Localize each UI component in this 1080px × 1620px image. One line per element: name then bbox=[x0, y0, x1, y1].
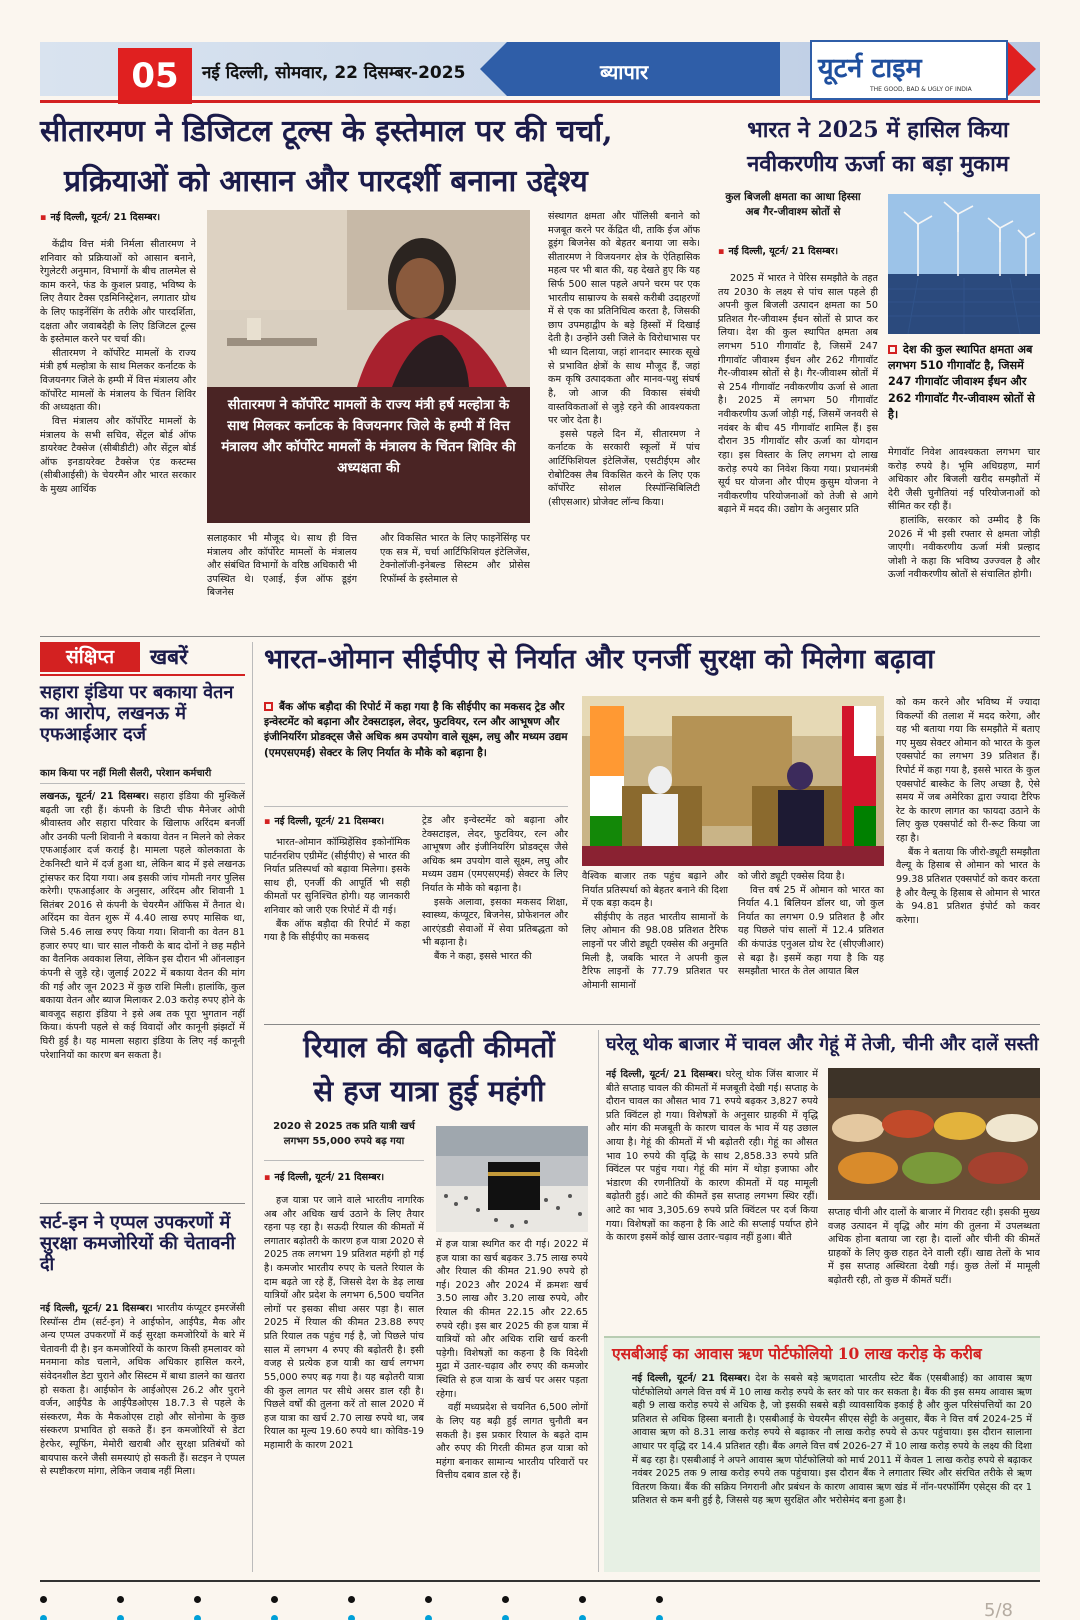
lead-column-1 bbox=[40, 238, 196, 630]
briefs-divider bbox=[252, 642, 253, 1572]
color-dot bbox=[117, 1596, 124, 1603]
lead-col4-para-1: संस्थागत क्षमता और पॉलिसी बनाने को मजबूत करने पर केंद्रित थी, ताकि ईज ऑफ डूइंग बिजनेस को बेहतर बनाया जा सके। सीतारमण ने विजयनगर क्षेत्र के ऐतिहासिक महत्व पर भी बात की, यह देखते हुए कि यह सिर्फ 500 साल पहले अपने चरम पर एक भारतीय साम्राज्य के सबसे करीबी उदाहरणों में से एक का प्रतिनिधित्व करता है, जिसकी छाप उपमहाद्वीप के बड़े हिस्सों में दिखाई देती है। उन्होंने उसी जिले के विरोधाभास पर भी ध्यान दिलाया, जहां शानदार स्मारक सूखे से प्रभावित क्षेत्रों के साथ मौजूद हैं, जहां कम कृषि उत्पादकता और मानव-पशु संघर्ष है, जो आज की विकास संबंधी वास्तविकताओं से जुड़े रहने की आवश्यकता पर जोर देता है। bbox=[548, 211, 700, 427]
brief-separator bbox=[40, 1203, 245, 1204]
brief1-headline: सहारा इंडिया पर बकाया वेतन का आरोप, लखनऊ में एफआईआर दर्ज bbox=[40, 682, 234, 746]
logo-tagline: THE GOOD, BAD & UGLY OF INDIA bbox=[870, 86, 972, 93]
color-dot bbox=[117, 1615, 124, 1620]
sbi-body bbox=[632, 1372, 1032, 1568]
hajj-headline-line2: से हज यात्रा हुई महंगी bbox=[313, 1074, 545, 1108]
oman-column-1 bbox=[264, 836, 410, 1016]
color-dot bbox=[656, 1596, 663, 1603]
lead-para-1: केंद्रीय वित्त मंत्री निर्मला सीतारमण ने शनिवार को प्रक्रियाओं को आसान बनाने, रेगुलेटरी अनुमान, विभागों के बीच तालमेल से काम करने, फंड के कुशल प्रवाह, भविष्य के लिए तैयार टैक्स एडमिनिस्ट्रेशन, लगातार ग्रोथ के लिए फाइनेंसिंग के तरीके और पारदर्शिता, दक्षता और जवाबदेही के लिए डिजिटल टूल्स के इस्तेमाल करने पर चर्चा की। bbox=[40, 239, 196, 346]
color-dot bbox=[656, 1615, 663, 1620]
sbi-dateline: नई दिल्ली, यूटर्न/ 21 दिसम्बर। bbox=[632, 1373, 751, 1384]
issue-date: नई दिल्ली, सोमवार, 22 दिसम्बर-2025 bbox=[202, 63, 466, 83]
oman-col5-para-1: को कम करने और भविष्य में ज्यादा विकल्पों की तलाश में मदद करेगा, और यह भी बताया गया कि समझौते में बताए गए मुख्य सेक्टर ओमान को भारत के कुल एक्सपोर्ट का लगभग 39 प्रतिशत हैं। रिपोर्ट में कहा गया है, इससे भारत के कुल एक्सपोर्ट बास्केट के लिए अच्छा है, ऐसे समय में जब अमेरिका द्वारा ज्यादा टैरिफ रेट के कारण लागत का फायदा उठाने के लिए कुछ एक्सपोर्ट को री-रूट किया जा रहा है। bbox=[896, 697, 1040, 845]
briefs-label-red: संक्षिप्त bbox=[40, 642, 140, 672]
brief2-text: भारतीय कंप्यूटर इमरजेंसी रिस्पॉन्स टीम (सर्ट-इन) ने आईफोन, आईपैड, मैक और अन्य एप्पल उपकरणों में कई सुरक्षा कमजोरियों के बारे में चेतावनी दी है। इन कमजोरियों के कारण किसी हमलावर को मनमाना कोड चलाने, अधिक अधिकार हासिल करने, संवेदनशील डेटा चुराने और सिस्टम में बाधा डालने का खतरा हो सकता है। आईफोन के आईओएस 26.2 और पुराने वर्जन, आईपैड के आईपैडओएस 18.7.3 से पहले के संस्करण, मैक के मैकओएस टाहो और सोनोमा के कुछ संस्करण प्रभावित हो सकते हैं। इन कमजोरियों से डेटा हेरफेर, स्पूफिंग, मेमोरी खराबी और सुरक्षा प्रतिबंधों को बायपास करने जैसी समस्याएं हो सकती हैं। सटइन ने एप्पल से स्पष्टीकरण मांगा, लेकिन जवाब नहीं मिला। bbox=[40, 1303, 245, 1478]
hajj-subhead: 2020 से 2025 तक प्रति यात्री खर्च लगभग 55,000 रुपये बढ़ गया bbox=[273, 1121, 415, 1147]
sbi-box bbox=[604, 1336, 1040, 1572]
brief1-text: सहारा इंडिया की मुश्किलें बढ़ती जा रही हैं। कंपनी के डिप्टी चीफ मैनेजर ओपी श्रीवास्तव और सहारा परिवार के खिलाफ अरिंदम बनर्जी और उनकी पत्नी शिवानी ने बकाया वेतन न मिलने को लेकर एफआईआर दर्ज कराई है। मामला पहले कोलकाता के टेकनिस्टी थाने में दर्ज हुआ था, लेकिन बाद में इसे लखनऊ ट्रांसफर कर दिया गया। अब इसकी जांच गोमती नगर पुलिस करेगी। एफआईआर के अनुसार, अरिंदम और शिवानी 1 सितंबर 2016 से कंपनी के चेयरमैन ऑफिस में तैनात थे। अरिंदम का वेतन शुरू में 4.40 लाख रुपए मासिक था, जिसे 5.46 लाख रुपए किया गया। शिवानी का वेतन 81 हजार रुपए था। चार साल नौकरी के बाद दोनों ने छह महीने का वैतनिक अवकाश लिया, लेकिन इस दौरान भी ऑनलाइन कंपनी से जुड़े रहे। जुलाई 2022 में बकाया वेतन की मांग की गई और जून 2023 में कुछ राशि मिली। हालांकि, कुल बकाया वेतन और ब्याज मिलाकर 2.03 करोड़ रुपए होने के बावजूद सहारा इंडिया ने इसे अब तक पूरा भुगतान नहीं किया। कंपनी पहले से कई विवादों और कानूनी झंझटों में घिरी हुई है। यह मामला सहारा इंडिया के लिए नई कानूनी परेशानियों का कारण बन सकता है। bbox=[40, 791, 245, 1061]
section-name: ब्यापार bbox=[600, 60, 649, 84]
hajj-col2-para-2: वहीं मध्यप्रदेश से चयनित 6,500 लोगों के लिए यह बढ़ी हुई लागत चुनौती बन सकती है। इस प्रकार रियाल के बढ़ते दाम और रुपए की गिरती कीमत हज यात्रा को महंगा बनाकर सामान्य भारतीय परिवारों पर वित्तीय दबाव डाल रहे हैं। bbox=[436, 1402, 588, 1482]
briefs-label-text: खबरें bbox=[150, 644, 188, 669]
oman-rule bbox=[264, 806, 568, 807]
hajj-dateline: ▪ नई दिल्ली, यूटर्न/ 21 दिसम्बर। bbox=[264, 1172, 385, 1183]
energy-column-1 bbox=[718, 272, 878, 630]
wind-farm-photo bbox=[888, 194, 1040, 334]
lead-col3-text: और विकसित भारत के लिए फाइनेंसिंग्ह पर एक सत्र में, चर्चा आर्टिफिशियल इंटेलिजेंस, टेक्नोलॉजी-इनेबल्ड सिस्टम और प्रोसेस रिफॉर्म्स के इस्तेमाल से bbox=[380, 533, 530, 585]
oman-col1-para-1: भारत-ओमान कॉम्प्रिहेंसिव इकोनॉमिक पार्टनरशिप एग्रीमेंट (सीईपीए) से भारत की निर्यात प्रतिस्पर्धा को बढ़ावा मिलेगा। इसके साथ ही, एनर्जी की आपूर्ति भी सही कीमतों पर सुनिश्चित होगी। यह जानकारी शनिवार को जारी एक रिपोर्ट में दी गई। bbox=[264, 837, 410, 917]
bullet-square-icon bbox=[264, 702, 273, 711]
lead-dateline: ▪ नई दिल्ली, यूटर्न/ 21 दिसम्बर। bbox=[40, 212, 161, 223]
color-dot bbox=[271, 1596, 278, 1603]
lead-photo-caption: सीतारमण ने कॉर्पोरेट मामलों के राज्य मंत्री हर्ष मल्होत्रा के साथ मिलकर कर्नाटक के विजयनगर जिले के हम्पी में वित्त मंत्रालय और कॉर्पोरेट मामलों के मंत्रालय के चिंतन शिविर की अध्यक्षता की bbox=[207, 387, 530, 523]
brief1-dateline: लखनऊ, यूटर्न/ 21 दिसम्बर। bbox=[40, 791, 149, 802]
grain-dateline: नई दिल्ली, यूटर्न/ 21 दिसम्बर। bbox=[606, 1069, 722, 1080]
color-dot bbox=[502, 1596, 509, 1603]
energy-headline-line2: नवीकरणीय ऊर्जा का बड़ा मुकाम bbox=[747, 151, 1009, 177]
grain-column-2 bbox=[828, 1206, 1040, 1324]
masthead bbox=[40, 38, 1040, 100]
brief1-subhead: काम किया पर नहीं मिली सैलरी, परेशान कर्मचारी bbox=[40, 768, 212, 779]
kaaba-photo bbox=[436, 1126, 588, 1232]
modi-sultan-photo bbox=[582, 696, 884, 866]
registration-dots bbox=[425, 1588, 432, 1595]
color-dot bbox=[194, 1596, 201, 1603]
brief2-headline: सर्ट-इन ने एप्पल उपकरणों में सुरक्षा कमजोरियों की चेतावनी दी bbox=[40, 1212, 236, 1276]
oman-col2-para-1: ट्रेड और इन्वेस्टमेंट को बढ़ाना और टेक्सटाइल, लेदर, फुटवियर, रत्न और आभूषण और इंजीनियरिंग प्रोडक्ट्स जैसे अधिक श्रम उपयोग वाले सूक्ष्म, लघु और मध्यम उद्यम (एमएसएमई) सेक्टर के लिए निर्यात के मौके को बढ़ाना है। bbox=[422, 815, 568, 895]
brief1-body bbox=[40, 790, 245, 1197]
footer-rule bbox=[40, 1580, 1040, 1582]
oman-col4-para-2: वित्त वर्ष 25 में ओमान को भारत का निर्यात 4.1 बिलियन डॉलर था, जो कुल निर्यात का लगभग 0.9 प्रतिशत है और यह पिछले पांच सालों में 12.4 प्रतिशत की कंपाउंड एनुअल ग्रोथ रेट (सीएजीआर) से बढ़ा है। इसमें कहा गया है कि यह समझौता भारत के तेल आयात बिल bbox=[738, 884, 884, 978]
color-dot bbox=[502, 1615, 509, 1620]
section-divider bbox=[40, 636, 1040, 637]
energy-highlight: देश की कुल स्थापित क्षमता अब लगभग 510 गीगावॉट है, जिसमें 247 गीगावॉट जीवाश्म ईंधन और 262 गीगावॉट गैर-जीवाश्म स्रोतों से है। bbox=[888, 343, 1035, 421]
oman-column-5 bbox=[896, 696, 1040, 1016]
color-dot bbox=[425, 1615, 432, 1620]
color-dot bbox=[348, 1596, 355, 1603]
color-dot bbox=[425, 1596, 432, 1603]
oman-dateline: ▪ नई दिल्ली, यूटर्न/ 21 दिसम्बर। bbox=[264, 816, 385, 827]
oman-col5-para-2: बैंक ने बताया कि जीरो-ड्यूटी समझौता वैल्यू के हिसाब से ओमान को भारत के 99.38 प्रतिशत एक्सपोर्ट को कवर करता है और वैल्यू के हिसाब से ओमान से भारत के 94.81 प्रतिशत इंपोर्ट को कवर करेगा। bbox=[896, 846, 1040, 926]
hajj-column-2 bbox=[436, 1238, 588, 1572]
grain-col2-text: सप्ताह चीनी और दालों के बाजार में गिरावट रही। इसकी मुख्य वजह उत्पादन में वृद्धि और मांग की तुलना में उपलब्धता अधिक होना बताया जा रहा है। दालों और चीनी की कीमतें ग्राहकों के लिए कुछ राहत देने वाली रहीं। खाद्य तेलों के भाव में इस सप्ताह अस्थिरता देखी गई। कुछ तेलों में मामूली बढ़ोतरी रही, तो कुछ में कीमतें घटीं। bbox=[828, 1207, 1040, 1287]
sitharaman-photo bbox=[207, 210, 530, 387]
brief1-rule bbox=[40, 783, 245, 784]
energy-dateline: ▪ नई दिल्ली, यूटर्न/ 21 दिसम्बर। bbox=[718, 246, 839, 257]
oman-headline: भारत-ओमान सीईपीए से निर्यात और एनर्जी सुरक्षा को मिलेगा बढ़ावा bbox=[264, 644, 935, 675]
sbi-text: देश के सबसे बड़े ऋणदाता भारतीय स्टेट बैंक (एसबीआई) का आवास ऋण पोर्टफोलियो अगले वित्त वर्ष में 10 लाख करोड़ रुपये के स्तर को पार कर सकता है। बैंक की इस समय आवास ऋण बही 9 लाख करोड़ रुपये से अधिक है, जो इसकी सबसे बड़ी व्यावसायिक इकाई है और कुल परिसंपत्तियों का 20 प्रतिशत से अधिक हिस्सा बनाती है। एसबीआई के चेयरमैन सीएस सेट्टी के अनुसार, बैंक ने वित्त वर्ष 2024-25 में आवास ऋण को 8.31 लाख करोड़ रुपये से बढ़ाकर नौ लाख करोड़ रुपये से ऊपर पहुंचाया। इस दौरान सालाना आधार पर वृद्धि दर 14.4 प्रतिशत रही। बैंक अगले वित्त वर्ष 2026-27 में 10 लाख करोड़ रुपये के लक्ष्य की दिशा में बढ़ रहा है। एसबीआई ने अपने आवास ऋण पोर्टफोलियो को मार्च 2011 में केवल 1 लाख करोड़ रुपये से बढ़ाकर नवंबर 2025 तक 9 लाख करोड़ रुपये तक पहुंचाया। इस दौरान बैंक ने लगातार स्थिर और संरचित तरीके से ऋण वितरण किया। बैंक की सक्रिय निगरानी और प्रबंधन के कारण आवास ऋण खंड में नॉन-परफॉर्मिंग एसेट्स की दर 1 प्रतिशत से कम बनी हुई है, जिससे यह ऋण सुरक्षित और भरोसेमंद बना हुआ है। bbox=[632, 1373, 1032, 1507]
bullet-square-icon bbox=[888, 345, 897, 354]
hajj-col2-para-1: में हज यात्रा स्थगित कर दी गई। 2022 में हज यात्रा का खर्च बढ़कर 3.75 लाख रुपये और रियाल की कीमत 21.90 रुपये हो गई। 2023 और 2024 में क्रमशः खर्च 3.50 लाख और 3.20 लाख रुपये, और रियाल की कीमत 22.15 और 22.65 रुपये रही। इस बार 2025 की हज यात्रा में यात्रियों को और अधिक राशि खर्च करनी पड़ेगी। विशेषज्ञों का कहना है कि विदेशी मुद्रा में उतार-चढ़ाव और रुपए की कमजोर स्थिति से हज यात्रा के खर्च पर असर पड़ता रहेगा। bbox=[436, 1239, 588, 1400]
lead-para-3: वित्त मंत्रालय और कॉर्पोरेट मामलों के मंत्रालय के सभी सचिव, सेंट्रल बोर्ड ऑफ डायरेक्ट टैक्सेज (सीबीडीटी) और सेंट्रल बोर्ड ऑफ इनडायरेक्ट टैक्सेज एंड कस्टम्स (सीबीआईसी) के चेयरमैन और भारत सरकार के मुख्य आर्थिक bbox=[40, 415, 196, 495]
energy-column-2 bbox=[888, 446, 1040, 630]
lead-para-2: सीतारमण ने कॉर्पोरेट मामलों के राज्य मंत्री हर्ष मल्होत्रा के साथ मिलकर कर्नाटक के विजयनगर जिले के हम्पी में वित्त मंत्रालय और कॉर्पोरेट मामलों के मंत्रालय के चिंतन शिविर की अध्यक्षता की। bbox=[40, 347, 196, 414]
oman-column-3 bbox=[582, 870, 728, 1016]
registration-dots bbox=[502, 1588, 509, 1595]
grain-text: घरेलू थोक जिंस बाजार में बीते सप्ताह चावल की कीमतों में मजबूती देखी गई। सप्ताह के दौरान चावल का औसत भाव 71 रुपये बढ़कर 3,827 रुपये प्रति क्विंटल हो गया। विशेषज्ञों के अनुसार ग्राहकी में वृद्धि और मांग की मजबूती के कारण चावल के भाव में यह उछाल आया है। गेहूं की कीमतों में भी बढ़ोतरी रही। गेहूं का औसत भाव 10 रुपये की वृद्धि के साथ 2,858.33 रुपये प्रति क्विंटल पर पहुंच गया। गेहूं की मांग में थोड़ा इजाफा और भंडारण की रणनीतियों के कारण कीमतों में यह मामूली बढ़ोतरी हुई। आटे की कीमतें इस सप्ताह लगभग स्थिर रहीं। आटे का भाव 3,305.69 रुपये प्रति क्विंटल पर दर्ज किया गया। विशेषज्ञों का कहना है कि आटे की सप्लाई पर्याप्त होने के कारण इसमें कोई खास उतार-चढ़ाव नहीं हुआ। बीते bbox=[606, 1069, 818, 1244]
oman-col3-para-1: वैश्विक बाजार तक पहुंच बढ़ाने और निर्यात प्रतिस्पर्धा को बेहतर बनाने की दिशा में एक बड़ा कदम है। bbox=[582, 871, 728, 910]
color-dot bbox=[194, 1615, 201, 1620]
lead-headline-line2: प्रक्रियाओं को आसान और पारदर्शी बनाना उद्देश्य bbox=[64, 164, 588, 199]
oman-col3-para-2: सीईपीए के तहत भारतीय सामानों के लिए ओमान की 98.08 प्रतिशत टैरिफ लाइनों पर जीरो ड्यूटी एक्सेस की अनुमति मिली है, जबकि भारत ने अपनी कुल टैरिफ लाइनों के 77.79 प्रतिशत पर ओमानी सामानों bbox=[582, 911, 728, 991]
color-dot bbox=[271, 1615, 278, 1620]
hajj-headline-line1: रियाल की बढ़ती कीमतों bbox=[303, 1030, 555, 1064]
registration-dots bbox=[579, 1588, 586, 1595]
hajj-rule bbox=[264, 1160, 424, 1161]
energy-headline-line1: भारत ने 2025 में हासिल किया bbox=[747, 117, 1009, 143]
newspaper-logo: यूटर्न टाइम bbox=[818, 53, 922, 84]
registration-dots bbox=[40, 1588, 47, 1595]
color-dot bbox=[348, 1615, 355, 1620]
energy-subhead: कुल बिजली क्षमता का आधा हिस्सा अब गैर-जीवाश्म स्रोतों से bbox=[725, 191, 861, 219]
lead-headline-line1: सीतारमण ने डिजिटल टूल्स के इस्तेमाल पर की चर्चा, bbox=[40, 114, 613, 149]
registration-dots bbox=[194, 1588, 201, 1595]
grain-headline: घरेलू थोक बाजार में चावल और गेहूं में तेजी, चीनी और दालें सस्ती bbox=[606, 1034, 1039, 1055]
lead-col4-para-2: इससे पहले दिन में, सीतारमण ने कर्नाटक के सरकारी स्कूलों में पांच आर्टिफिशियल इंटेलिजेंस, एसटीईएम और रोबोटिक्स लैब विकसित करने के लिए एक कॉर्पोरेट सोशल रिस्पॉन्सिबिलिटी (सीएसआर) प्रोजेक्ट लॉन्च किया। bbox=[548, 428, 700, 508]
oman-col2-para-3: बैंक ने कहा, इससे भारत की bbox=[434, 951, 532, 963]
hajj-divider bbox=[598, 1030, 599, 1572]
oman-bottom-rule bbox=[264, 1024, 1040, 1025]
oman-col2-para-2: इसके अलावा, इसका मकसद शिक्षा, स्वास्थ्य, कंप्यूटर, बिजनेस, प्रोफेशनल और आरएंडडी सेवाओं में सेवा प्रतिबद्धता को भी बढ़ाना है। bbox=[422, 896, 568, 949]
grain-column-1 bbox=[606, 1068, 818, 1324]
oman-col1-para-2: बैंक ऑफ बड़ौदा की रिपोर्ट में कहा गया है कि सीईपीए का मकसद bbox=[264, 918, 410, 944]
color-dot bbox=[579, 1615, 586, 1620]
briefs-rule bbox=[40, 674, 245, 676]
logo-box bbox=[810, 40, 1008, 100]
briefs-label bbox=[40, 642, 245, 672]
energy-col2-para-1: मेगावॉट निवेश आवश्यकता लगभग चार करोड़ रुपये है। भूमि अधिग्रहण, मार्ग अधिकार और बिजली खरीद समझौतों में देरी जैसी चुनौतियां नई परियोजनाओं को सीमित कर रही हैं। bbox=[888, 447, 1040, 513]
lead-col2-text: सलाहकार भी मौजूद थे। साथ ही वित्त मंत्रालय और कॉर्पोरेट मामलों के मंत्रालय और संबंधित विभागों के वरिष्ठ अधिकारी भी उपस्थित थे। एआई, ईज ऑफ डूइंग बिजनेस bbox=[207, 533, 357, 599]
registration-dots bbox=[348, 1588, 355, 1595]
hajj-col1-text: हज यात्रा पर जाने वाले भारतीय नागरिक अब और अधिक खर्च उठाने के लिए तैयार रहना पड़ रहा है। सऊदी रियाल की कीमतों में लगातार बढ़ोतरी के कारण हज यात्रा 2020 से 2025 तक लगभग 19 प्रतिशत महंगी हो गई है। कमजोर भारतीय रुपए के चलते रियाल के दाम बढ़ते जा रहे हैं, जिससे देश के डेढ़ लाख यात्रियों और प्रदेश के लगभग 6,500 चयनित लोगों पर इसका सीधा असर पड़ा है। साल 2025 में रियाल की कीमत 23.88 रुपए प्रति रियाल तक पहुंच गई है, जो पिछले पांच साल में लगभग 4 रुपए की बढ़ोतरी है। इसी वजह से प्रत्येक हज यात्री का खर्च लगभग 55,000 रुपए बढ़ गया है। यह बढ़ोतरी यात्रा की कुल लागत पर सीधे असर डाल रही है। पिछले वर्षों की तुलना करें तो साल 2020 में हज यात्रा का खर्च 2.70 लाख रुपये था, जब रियाल का मूल्य 19.60 रुपये था। कोविड-19 महामारी के कारण 2021 bbox=[264, 1195, 424, 1451]
page-number: 05 bbox=[118, 48, 192, 104]
sbi-headline: एसबीआई का आवास ऋण पोर्टफोलियो 10 लाख करोड़ के करीब bbox=[612, 1344, 982, 1363]
oman-column-4 bbox=[738, 870, 884, 1016]
masthead-rule bbox=[40, 100, 1040, 103]
oman-highlight: बैंक ऑफ बड़ौदा की रिपोर्ट में कहा गया है कि सीईपीए का मकसद ट्रेड और इन्वेस्टमेंट को बढ़ाना और टेक्सटाइल, लेदर, फुटवियर, रत्न और आभूषण और इंजीनियरिंग प्रोडक्ट्स जैसे अधिक श्रम उपयोग वाले सूक्ष्म, लघु और मध्यम उद्यम (एमएसएमई) सेक्टर के लिए निर्यात के मौके को बढ़ाना है। bbox=[264, 701, 568, 759]
hajj-column-1 bbox=[264, 1194, 424, 1572]
brief2-body bbox=[40, 1302, 245, 1572]
lead-column-4 bbox=[548, 210, 700, 630]
energy-col1-text: 2025 में भारत ने पेरिस समझौते के तहत तय 2030 के लक्ष्य से पांच साल पहले ही अपनी कुल बिजली उत्पादन क्षमता का 50 प्रतिशत गैर-जीवाश्म ईंधन स्रोतों से प्राप्त कर लिया। देश की कुल स्थापित क्षमता अब लगभग 510 गीगावॉट है, जिसमें 247 गीगावॉट जीवाश्म ईंधन और 262 गीगावॉट गैर-जीवाश्म स्रोतों से है। गैर-जीवाश्म स्रोतों में से 254 गीगावॉट नवीकरणीय ऊर्जा से आता है। 2025 में लगभग 50 गीगावॉट नवीकरणीय ऊर्जा जोड़ी गई, जिसमें जनवरी से नवंबर के बीच 45 गीगावॉट शामिल हैं। इस दौरान 35 गीगावॉट सौर ऊर्जा का योगदान रहा। इस विस्तार के लिए लगभग दो लाख करोड़ रुपये का निवेश किया गया। प्रधानमंत्री सूर्य घर योजना और पीएम कुसुम योजना ने नवीकरणीय परियोजनाओं को तेजी से आगे बढ़ाने में मदद की। उद्योग के अनुसार प्रति bbox=[718, 273, 878, 516]
color-dot bbox=[579, 1596, 586, 1603]
lead-column-2 bbox=[207, 532, 357, 630]
oman-col4-para-1: को जीरो ड्यूटी एक्सेस दिया है। bbox=[738, 871, 845, 882]
color-dot bbox=[40, 1615, 47, 1620]
footer-color-dots bbox=[40, 1588, 1040, 1600]
oman-column-2 bbox=[422, 814, 568, 1016]
grain-market-photo bbox=[828, 1068, 1040, 1200]
registration-dots bbox=[271, 1588, 278, 1595]
lead-column-3 bbox=[380, 532, 530, 630]
brief2-dateline: नई दिल्ली, यूटर्न/ 21 दिसम्बर। bbox=[40, 1303, 153, 1314]
color-dot bbox=[40, 1596, 47, 1603]
page-counter: 5/8 bbox=[984, 1600, 1013, 1620]
energy-col2-para-2: हालांकि, सरकार को उम्मीद है कि 2026 में भी इसी रफ्तार से क्षमता जोड़ी जाएगी। नवीकरणीय ऊर्जा मंत्री प्रल्हाद जोशी ने कहा कि भविष्य उज्ज्वल है और ऊर्जा नवीकरणीय स्रोतों से संचालित होगी। bbox=[888, 515, 1040, 581]
registration-dots bbox=[656, 1588, 663, 1595]
registration-dots bbox=[117, 1588, 124, 1595]
